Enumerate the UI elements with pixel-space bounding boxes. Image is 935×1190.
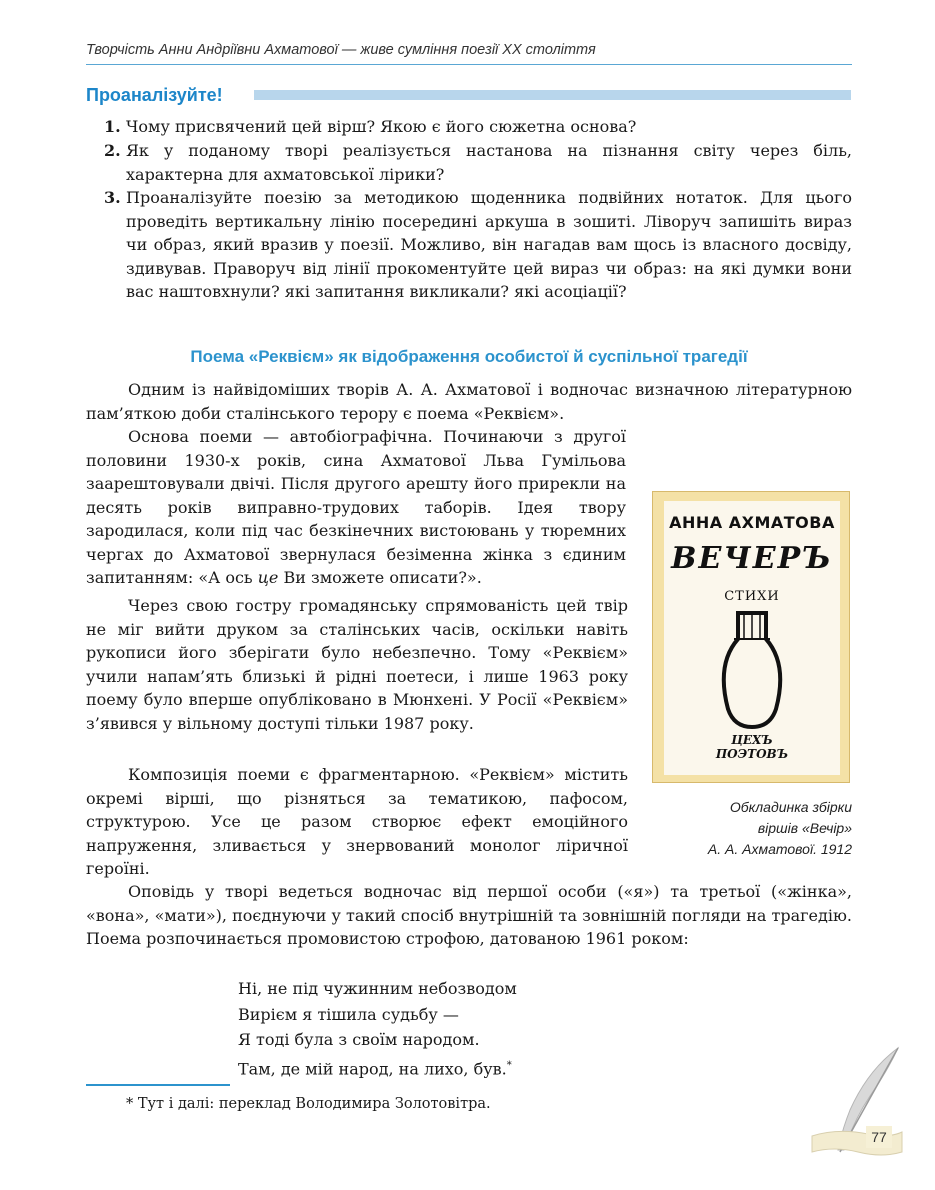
book-cover — [664, 501, 840, 775]
paragraph-2-end: Ви зможете описати?». — [283, 568, 482, 587]
analyze-title: Проаналізуйте! — [86, 85, 223, 105]
caption-line-2: віршів «Вечір» — [757, 820, 852, 836]
question-text: Проаналізуйте поезію за методикою щоденника подвійних нотаток. Для цього проведіть вертикальну лінію посередині аркуша в зошиті. Ліворуч запишіть вираз чи образ, який вразив у поезії. Можливо, він нагадав вам щось із власного досвіду, здивував. Праворуч від лінії прокоментуйте цей вираз чи образ: на які думки вони вас наштовхнули? які запитання викликали? які асоціації? — [126, 188, 852, 301]
poem-line: Там, де мій народ, на лихо, був. — [238, 1058, 507, 1078]
question-1 — [104, 115, 852, 139]
page-number: 77 — [866, 1126, 892, 1148]
caption-line-1: Обкладинка збірки — [729, 799, 852, 815]
question-number: 3. — [104, 188, 121, 207]
question-text: Чому присвячений цей вірш? Якою є його сюжетна основа? — [126, 117, 637, 136]
running-header: Творчість Анни Андріївни Ахматової — живе сумління поезії ХХ століття — [86, 42, 596, 58]
header-divider — [86, 64, 852, 65]
paragraph-3: Через свою гостру громадянську спрямованість цей твір не міг вийти друком за сталінських часів, оскільки навіть рукописи його зберігати було небезпечно. Тому «Реквієм» учили напам’ять близькі й рідні поетеси, і лише 1963 року поему було вперше опубліковано в Мюнхені. У Росії «Реквієм» з’явився у вільному доступі тільки 1987 року. — [86, 596, 628, 733]
footnote-mark: * — [506, 1059, 512, 1071]
cover-title: ВЕЧЕРЪ — [671, 541, 833, 576]
question-number: 2. — [104, 141, 121, 160]
question-2 — [104, 139, 852, 187]
book-cover-figure — [652, 491, 850, 783]
paragraph-4: Композиція поеми є фрагментарною. «Реквієм» містить окремі вірші, що різняться за тематикою, пафосом, структурою. Усе це разом створює ефект емоційного напруження, зливається у знервований монолог ліричної героїні. — [86, 765, 628, 878]
cover-subtitle: СТИХИ — [724, 589, 780, 604]
question-text: Як у поданому творі реалізується настанова на пізнання світу через біль, характерна для ахматовської лірики? — [126, 141, 852, 184]
analyze-title-bar — [254, 90, 851, 100]
figure-caption — [640, 797, 852, 860]
paragraph-2-text: Основа поеми — автобіографічна. Починаючи з другої половини 1930-х років, сина Ахматової Льва Гумільова заарештовували двічі. Після другого арешту його прирекли на десять років виправно-трудових таборів. Ідея твору зародилася, коли під час безкінечних вистоювань у тюремних чергах до Ахматової звернулася безіменна жінка з єдиним запитанням: «А ось — [86, 427, 626, 587]
caption-line-3: А. А. Ахматової. 1912 — [707, 841, 852, 857]
cover-author: АННА АХМАТОВА — [669, 513, 835, 532]
poem-line: Ні, не під чужинним небозводом — [238, 979, 517, 998]
question-3 — [104, 186, 852, 327]
lyre-icon — [712, 609, 792, 731]
quill-icon — [798, 1040, 908, 1170]
section-heading: Поема «Реквієм» як відображення особистої й суспільної трагедії — [190, 347, 748, 366]
paragraph-1: Одним із найвідоміших творів А. А. Ахматової і водночас визначною літературною пам’яткою доби сталінського терору є поема «Реквієм». — [86, 380, 852, 423]
question-number: 1. — [104, 117, 121, 136]
footnote-divider — [86, 1084, 230, 1086]
poem-line: Вирієм я тішила судьбу — — [238, 1004, 459, 1024]
paragraph-2-italic: це — [257, 568, 279, 587]
footnote: * Тут і далі: переклад Володимира Золотовітра. — [126, 1096, 491, 1112]
paragraph-5: Оповідь у творі ведеться водночас від першої особи («я») та третьої («жінка», «вона», «мати»), поєднуючи у такий спосіб внутрішній та зовнішній погляди на трагедію. Поема розпочинається промовистою строфою, датованою 1961 роком: — [86, 882, 852, 948]
cover-publisher — [664, 733, 840, 761]
poem-stanza — [238, 976, 517, 1081]
cover-publisher-line-1: ЦЕХЪ — [731, 733, 773, 747]
poem-line-last — [238, 1053, 517, 1082]
cover-publisher-line-2: ПОЭТОВЪ — [715, 747, 789, 761]
poem-line: Я тоді була з своїм народом. — [238, 1030, 480, 1049]
